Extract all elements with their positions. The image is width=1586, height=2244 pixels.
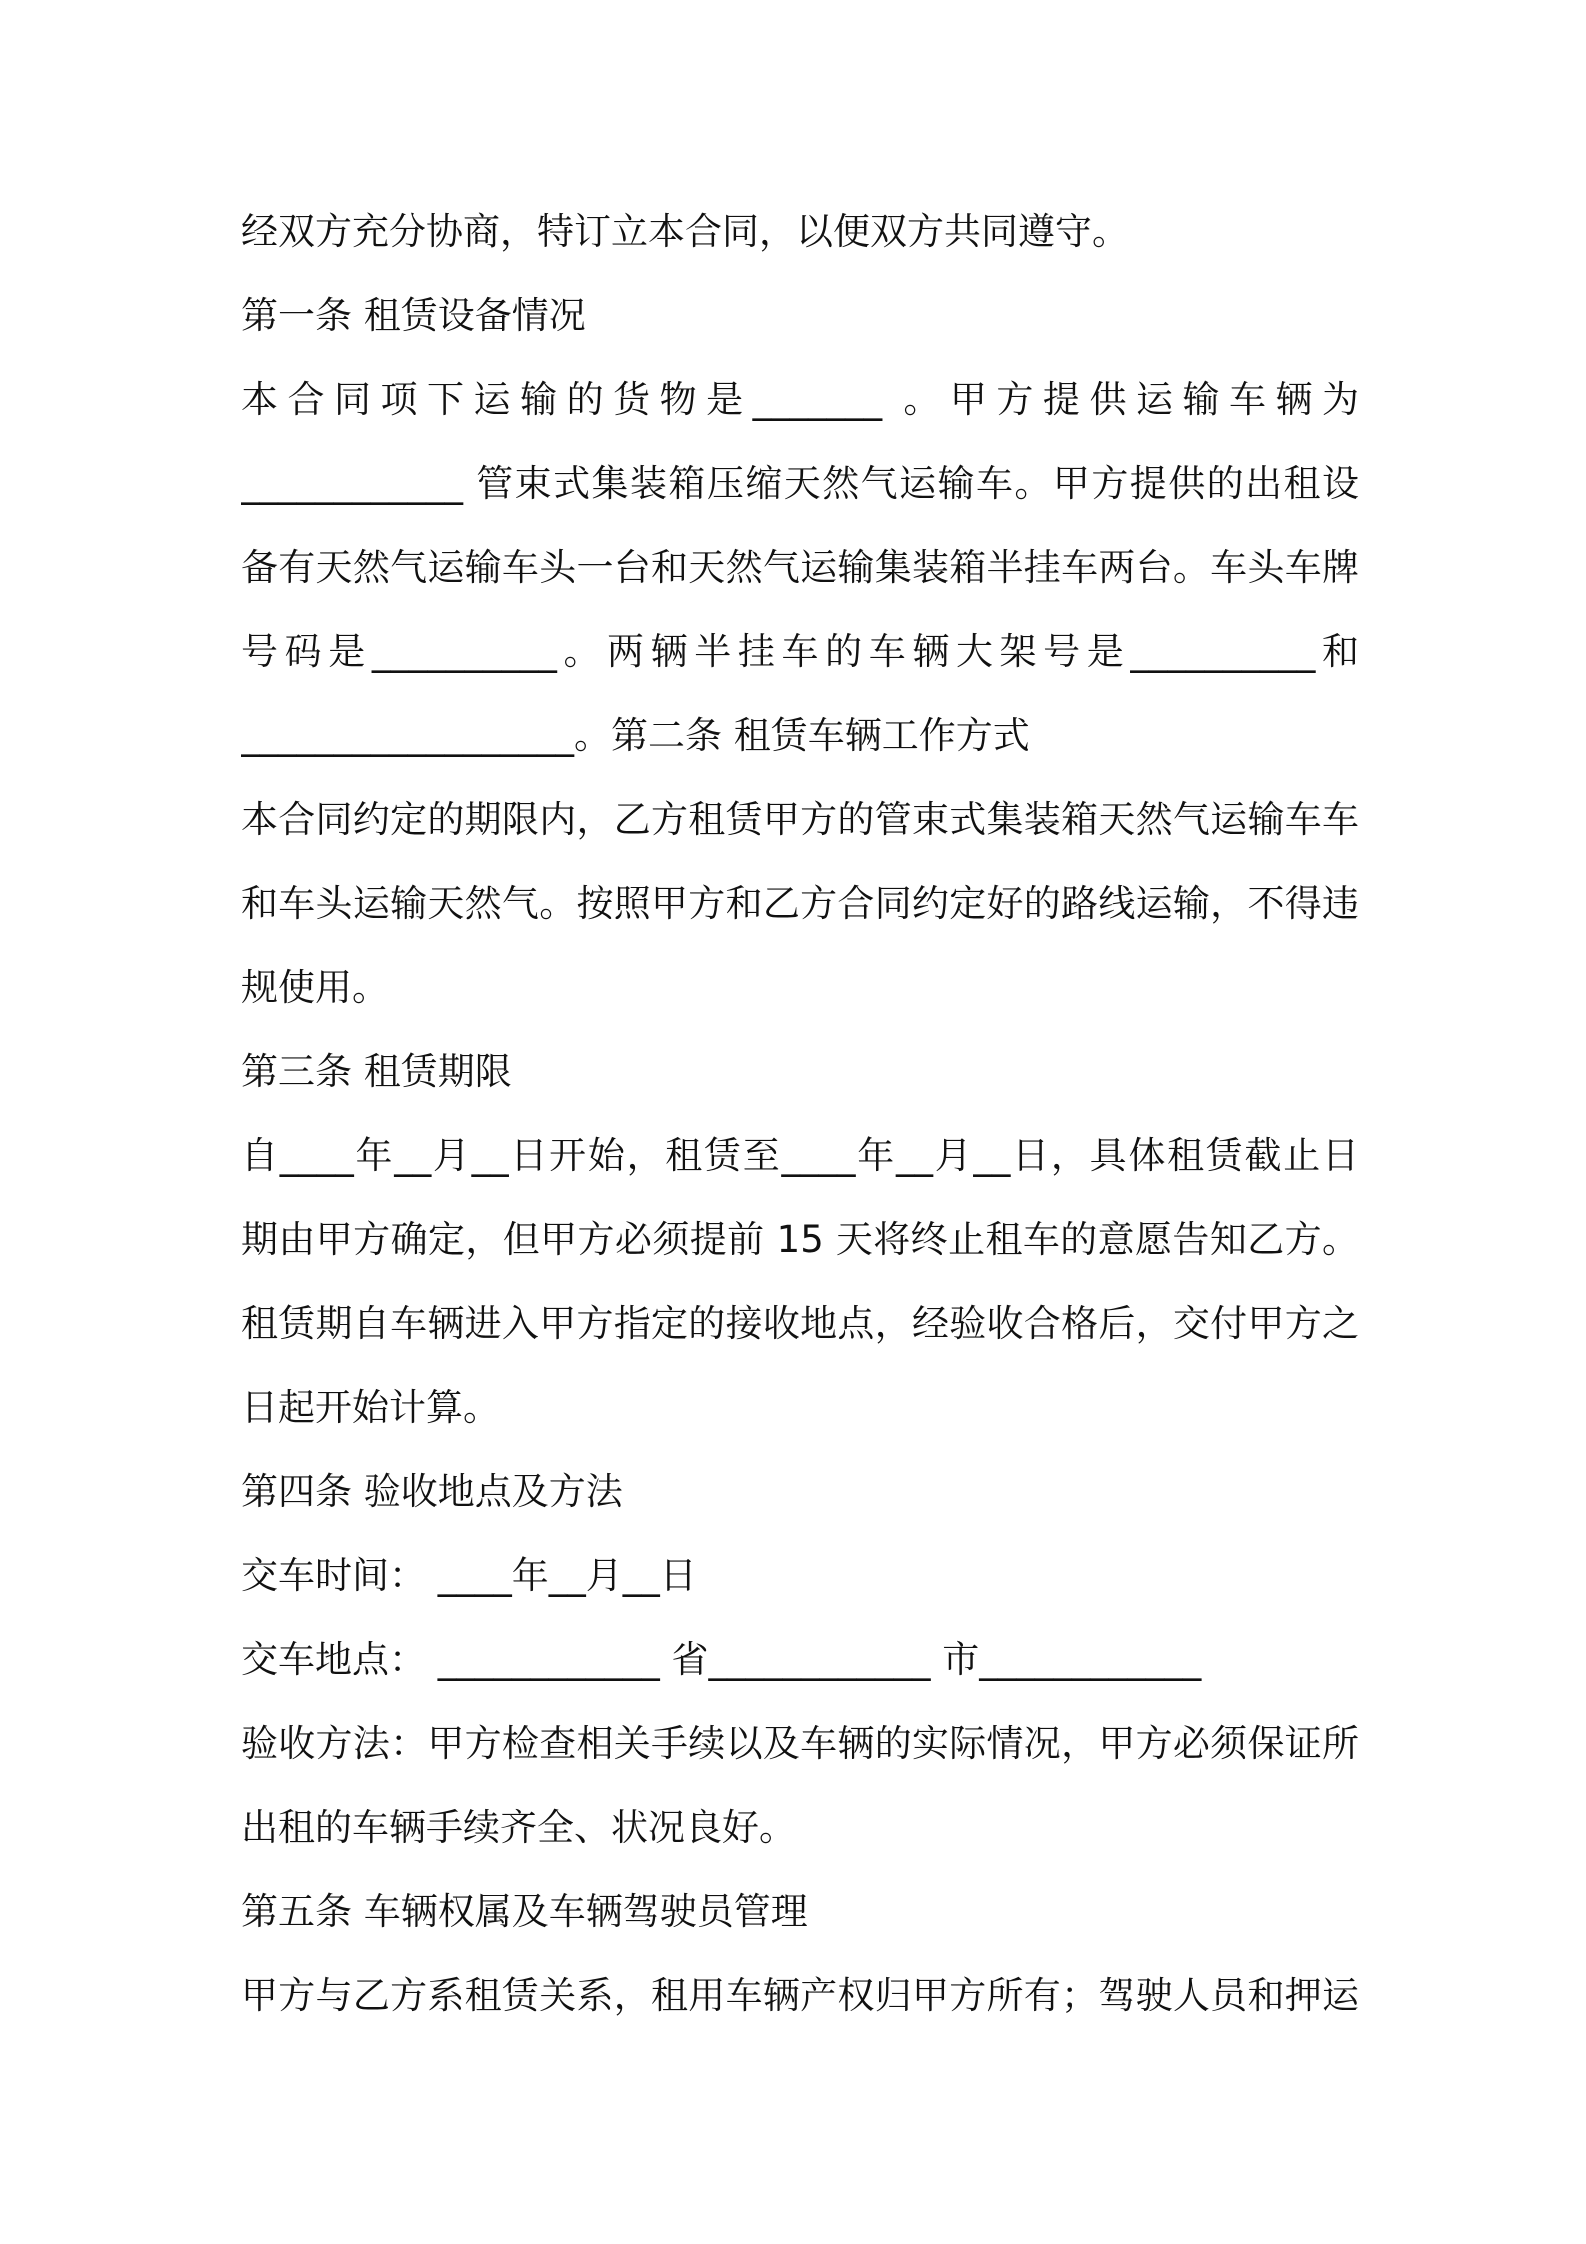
delivery-time-line: 交车时间： ____年__月__日 xyxy=(241,1554,697,1597)
paragraph-line: 号码是__________。两辆半挂车的车辆大架号是__________和 xyxy=(241,630,1359,673)
article-1-heading: 第一条 租赁设备情况 xyxy=(241,294,586,337)
paragraph-line: 验收方法：甲方检查相关手续以及车辆的实际情况，甲方必须保证所 xyxy=(241,1722,1359,1765)
paragraph-line: 甲方与乙方系租赁关系，租用车辆产权归甲方所有；驾驶人员和押运 xyxy=(241,1974,1359,2017)
paragraph-line: 自____年__月__日开始，租赁至____年__月__日，具体租赁截止日 xyxy=(241,1134,1359,1177)
paragraph-line: 本合同约定的期限内，乙方租赁甲方的管束式集装箱天然气运输车车 xyxy=(241,798,1359,841)
paragraph-line-article-2-heading: __________________。第二条 租赁车辆工作方式 xyxy=(241,714,1030,757)
article-5-heading: 第五条 车辆权属及车辆驾驶员管理 xyxy=(241,1890,808,1933)
paragraph-line: 期由甲方确定，但甲方必须提前 15 天将终止租车的意愿告知乙方。 xyxy=(241,1218,1359,1261)
article-3-heading: 第三条 租赁期限 xyxy=(241,1050,512,1093)
contract-body xyxy=(241,190,1359,2038)
paragraph-line: ____________ 管束式集装箱压缩天然气运输车。甲方提供的出租设 xyxy=(241,462,1359,505)
paragraph-line: 出租的车辆手续齐全、状况良好。 xyxy=(241,1806,796,1849)
paragraph-line: 日起开始计算。 xyxy=(241,1386,500,1429)
paragraph-line: 规使用。 xyxy=(241,966,389,1009)
paragraph-line: 本合同项下运输的货物是_______ 。甲方提供运输车辆为 xyxy=(241,378,1359,421)
paragraph-line-intro: 经双方充分协商，特订立本合同，以便双方共同遵守。 xyxy=(241,210,1129,253)
paragraph-line: 和车头运输天然气。按照甲方和乙方合同约定好的路线运输，不得违 xyxy=(241,882,1359,925)
paragraph-line: 租赁期自车辆进入甲方指定的接收地点，经验收合格后，交付甲方之 xyxy=(241,1302,1359,1345)
article-4-heading: 第四条 验收地点及方法 xyxy=(241,1470,623,1513)
delivery-location-line: 交车地点： ____________ 省____________ 市____________ xyxy=(241,1638,1202,1681)
paragraph-line: 备有天然气运输车头一台和天然气运输集装箱半挂车两台。车头车牌 xyxy=(241,546,1359,589)
